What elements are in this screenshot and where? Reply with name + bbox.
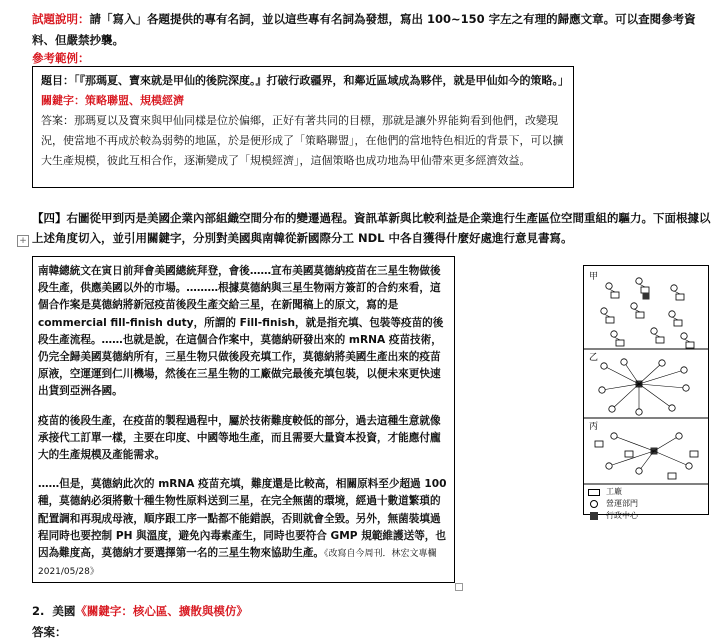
instructions-text: 請「寫入」各題提供的專有名詞，並以這些專有名詞為發想，寫出 100~150 字左之有理的歸應文章。可以查閱參考資料、但嚴禁抄襲。 — [32, 12, 696, 47]
instructions-label: 試題說明： — [32, 12, 90, 26]
factory-mark — [668, 473, 676, 479]
operations-mark — [681, 367, 687, 373]
diagram-legend — [588, 486, 638, 522]
sample-topic: 題目：「『那瑪夏、寶來就是甲仙的後院深度。』打破行政疆界，和鄰近區域成為夥伴，就是甲仙如今的策略。」 — [41, 74, 569, 87]
operations-icon — [590, 500, 598, 508]
instructions — [32, 9, 707, 51]
operations-mark — [669, 311, 675, 317]
question-4-text: 右圖從甲到丙是美國企業內部組織空間分布的變遷過程。資訊革新與比較利益是企業進行生產區位空間重組的驅力。下面根據以上述角度切入，並引用關鍵字，分別對美國與南韓從新國際分工 NDL 中各自獲得什麼好處進行意見書寫。 — [32, 211, 711, 245]
operations-mark — [631, 303, 637, 309]
question-4-number: 【四】 — [32, 211, 67, 225]
article-paragraph-2: 疫苗的後段生產，在疫苗的製程過程中，屬於技術難度較低的部分，過去這種生意就像承接代工訂單一樣，主要在印度、中國等地生產，而且需要大量資本投資，才能應付龐大的生產規模及產能需求。 — [38, 414, 441, 462]
sample-keywords: 關鍵字：策略聯盟、規模經濟 — [41, 94, 184, 107]
factory-mark — [690, 451, 698, 457]
textbox-resize-handle[interactable] — [455, 583, 463, 591]
operations-mark — [636, 278, 642, 284]
operations-mark — [683, 385, 689, 391]
operations-mark — [636, 468, 642, 474]
factory-mark — [676, 294, 684, 300]
legend-label: 工廠 — [606, 487, 622, 496]
operations-mark — [611, 331, 617, 337]
link-line — [639, 451, 654, 471]
operations-mark — [681, 333, 687, 339]
sample-label: 參考範例： — [32, 51, 90, 65]
operations-mark — [621, 359, 627, 365]
link-line — [634, 309, 640, 312]
factory-mark — [611, 292, 619, 298]
article-paragraph-3-text: ……但是，莫德納此次的 mRNA 疫苗充填，難度還是比較高，相關原料至少超過 100 種，莫德納必須將數十種生物性原料送到三星，在完全無菌的環境，經過十數道繁瑣的配置調和再現成母液，順序跟工序一點都不能錯誤，否則就會全毀。另外，無菌裝填過程同時也要控制 PH 與溫度，避免內毒素產生，同時也要符合 GMP 規範維護送等，也因為難度高，莫德納才要選擇第一名的三星生物來協助生產。 — [38, 478, 447, 560]
table-move-handle-icon[interactable]: + — [17, 235, 29, 247]
admin-center-mark — [643, 293, 650, 300]
link-line — [624, 362, 639, 384]
organization-diagram — [583, 265, 709, 515]
article-paragraph-3 — [38, 476, 449, 581]
link-line — [654, 436, 679, 451]
question-2 — [32, 603, 248, 619]
operations-mark — [671, 285, 677, 291]
operations-mark — [609, 406, 615, 412]
link-line — [674, 291, 680, 294]
factory-mark — [616, 340, 624, 346]
factory-mark — [686, 342, 694, 348]
legend-label: 行政中心 — [606, 511, 638, 520]
question-4 — [32, 208, 716, 248]
admin-center-icon — [590, 512, 598, 520]
operations-mark — [601, 308, 607, 314]
legend-item-factory — [588, 486, 638, 498]
link-line — [672, 317, 678, 320]
diagram-marks — [595, 278, 698, 479]
article-box — [32, 256, 455, 583]
question-2-country: 美國 — [52, 604, 76, 618]
panel-label-jia: 甲 — [589, 272, 599, 282]
question-2-number: 2. — [32, 604, 45, 618]
link-line — [604, 366, 639, 384]
legend-item-admin — [588, 510, 638, 522]
answer-label: 答案： — [32, 625, 67, 639]
factory-mark — [606, 317, 614, 323]
operations-mark — [606, 283, 612, 289]
panel-label-yi: 乙 — [589, 353, 599, 363]
operations-mark — [651, 328, 657, 334]
operations-mark — [601, 363, 607, 369]
legend-item-operations — [588, 498, 638, 510]
link-line — [684, 339, 690, 342]
factory-mark — [625, 451, 633, 457]
link-line — [654, 451, 689, 466]
factory-icon — [588, 489, 600, 496]
factory-mark — [656, 337, 664, 343]
link-line — [639, 284, 645, 287]
question-2-keywords: 《關鍵字：核心區、擴散與模仿》 — [75, 604, 248, 618]
link-line — [654, 334, 660, 337]
link-line — [639, 384, 672, 408]
link-line — [614, 337, 620, 340]
factory-mark — [641, 287, 649, 293]
sample-box — [32, 66, 574, 188]
operations-mark — [599, 387, 605, 393]
legend-label: 營運部門 — [606, 499, 638, 508]
sample-answer: 答案：那瑪夏以及寶來與甲仙同樣是位於偏鄉，正好有著共同的目標，那就是讓外界能夠看到他們，改變現況，使當地不再成於較為弱勢的地區，於是便形成了「策略聯盟」，在他們的當地特色相近的背景下，可以擴大生產規模，彼此互相合作，逐漸變成了「規模經濟」，這個策略也成功地為甲仙帶來更多經濟效益。 — [41, 114, 564, 167]
article-source: 《改寫自今周刊．林宏文專欄 2021/05/28》 — [38, 549, 437, 578]
link-line — [609, 289, 615, 292]
operations-mark — [636, 409, 642, 415]
operations-mark — [659, 360, 665, 366]
link-line — [639, 384, 686, 388]
panel-label-bing: 丙 — [589, 422, 599, 432]
link-line — [604, 314, 610, 317]
factory-mark — [674, 320, 682, 326]
factory-mark — [636, 312, 644, 318]
operations-mark — [676, 433, 682, 439]
operations-mark — [686, 463, 692, 469]
link-line — [614, 436, 654, 451]
factory-mark — [595, 441, 603, 447]
link-line — [639, 370, 684, 384]
operations-mark — [669, 405, 675, 411]
article-paragraph-1: 南韓總統文在寅日前拜會美國總統拜登，會後……宣布美國莫德納疫苗在三星生物做後段生產，供應美國以外的市場。………根據莫德納與三星生物兩方簽訂的合約來看，這個合作案是莫德納將新冠疫苗後段生產交給三星，在新聞稿上的原文，寫的是 commercial fill-finish duty，所謂的 Fill-finish，就是指充填、包裝等疫苗的後段生產流程。……也就是說，在這個合作案中，莫德納研發出來的 mRNA 疫苗技術，仍完全歸美國莫德納所有，三星生物只做後段充填工作，莫德納將美國生產出來的疫苗原液，空運運到仁川機場，然後在三星生物的工廠做完最後充填包裝，以便未來更快速出貨到亞洲各國。 — [38, 265, 444, 398]
operations-mark — [606, 463, 612, 469]
operations-mark — [611, 433, 617, 439]
link-line — [639, 363, 662, 384]
